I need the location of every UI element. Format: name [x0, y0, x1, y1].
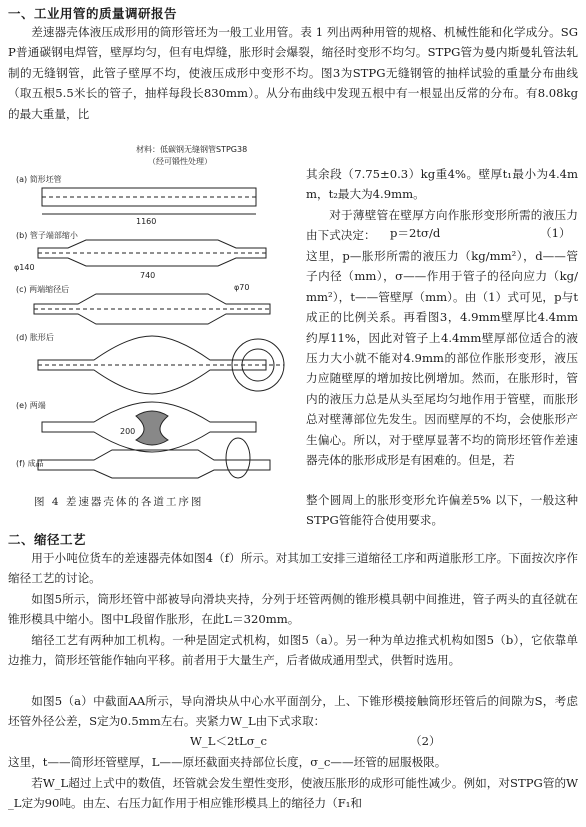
dimension-200: 200 — [120, 427, 136, 436]
stage-a-tube — [42, 188, 256, 214]
formula-2-number: （2） — [410, 734, 441, 748]
stage-e-shape — [42, 402, 256, 452]
stage-d-label: (d) 胀形后 — [16, 333, 54, 342]
figure-4-caption: 图 4 差速器壳体的各道工序图 — [34, 496, 204, 508]
stage-b-label: (b) 管子端部缩小 — [16, 231, 78, 240]
paragraph-tolerance: 整个圆周上的胀形变形允许偏差5% 以下，一般这种STPG管能符合使用要求。 — [306, 493, 578, 528]
figure-material-note-2: （经可锻性处理） — [148, 157, 212, 166]
section-heading-reduction: 二、缩径工艺 — [8, 532, 87, 547]
stage-d-bulged — [38, 336, 284, 394]
paragraph-fig5-description: 如图5所示，筒形坯管中部被导向滑块夹持，分列于坯管两侧的锥形模具朝中间推进，管子两头的直径就在锥形模具中缩小。图中L段留作胀形，在此L＝320mm。 — [8, 592, 578, 627]
paragraph-mechanisms: 缩径工艺有两种加工机构。一种是固定式机构，如图5（a）。另一种为单边推式机构如图5（b），它依靠单边推力，简形坯管能作轴向平移。前者用于大量生产，后者做成通用型式，供暂时选用。 — [8, 633, 578, 668]
formula-2: W_L＜2tLσ_c — [190, 734, 267, 748]
stage-a-label: (a) 简形坯管 — [16, 175, 62, 184]
paragraph-weight-continued: 其余段（7.75±0.3）kg重4%。壁厚t₁最小为4.4mm，t₂最大为4.9mm。 — [306, 167, 578, 202]
stage-c-tube — [34, 294, 270, 324]
figure-4-process-drawing — [8, 140, 300, 482]
formula-1-number: （1） — [540, 226, 571, 240]
paragraph-hydraulic-intro: 对于薄壁管在壁厚方向作胀形变形所需的液压力由下式决定： — [306, 208, 578, 243]
paragraph-symbol-explanation: 这里，p—胀形所需的液压力（kg/mm²），d——管子内径（mm），σ——作用于管子的径向应力（kg/mm²），t——管壁厚（mm）。由（1）式可见，p与t成正的比例关系。再看图3，4.9mm壁厚比4.4mm约厚11%，因此对管子上4.4mm壁厚部位适合的液压力大小就不能对4.9mm的部位作胀形变形，液压力应随壁厚的增加按比例增加。然而，在胀形时，管内的液压力总是从头至尾均匀地作用于管壁，而胀形总对壁薄部位先发生。因而壁厚的不均，会使胀形产生偏心。所以，对于壁厚显著不均的筒形坯管作差速器壳体的胀形成形是有困难的。但是，若 — [306, 249, 578, 468]
paragraph-formula2-symbols: 这里，t——简形坯管壁厚，L——原坯截面夹持部位长度，σ_c——坯管的屈服极限。 — [8, 755, 447, 769]
paragraph-reduction-intro: 用于小吨位货车的差速器壳体如图4（f）所示。对其加工安排三道缩径工序和两道胀形工序。下面按次序作缩径工艺的讨论。 — [8, 551, 578, 586]
paragraph-clamping: 如图5（a）中截面AA所示，导向滑块从中心水平面剖分，上、下锥形模接触筒形坯管后的间隙为S，考虑坯管外径公差，S定为0.5mm左右。夹紧力W_L由下式求取： — [8, 694, 578, 729]
process-stages-svg — [8, 140, 300, 482]
formula-1: p＝2tσ/d — [390, 226, 441, 240]
dimension-1160: 1160 — [136, 217, 157, 226]
figure-material-note: 材料：低碳钢无缝钢管STPG38 — [136, 145, 248, 154]
paragraph-pipe-quality: 差速器壳体液压成形用的筒形管坯为一般工业用管。表 1 列出两种用管的规格、机械性能和化学成分。SGP普通碳钢电焊管，壁厚均匀，但有电焊缝，胀形时会爆裂，缩径时变形不均匀。STPG管为曼内斯曼轧管法轧制的无缝钢管，此管子壁厚不均，使液压成形中变形不均。图3为STPG无缝钢管的抽样试验的重量分布曲线（取五根5.5米长的管子，抽样每段长830mm）。从分布曲线中发现五根中有一根显出反常的分布。有8.08kg的最大重量，比 — [8, 25, 578, 121]
stage-e-label: (e) 两端 — [16, 401, 46, 410]
dimension-740: 740 — [140, 271, 156, 280]
paragraph-plastic-deformation: 若W_L超过上式中的数值，坯管就会发生塑性变形，使液压胀形的成形可能性减少。例如，对STPG管的W_L定为90吨。由左、右压力缸作用于相应锥形模具上的缩径力（F₁和 — [8, 776, 578, 811]
stage-f-label: (f) 成品 — [16, 459, 44, 468]
section-heading-survey: 一、工业用管的质量调研报告 — [8, 6, 178, 21]
stage-b-tube — [38, 240, 266, 266]
stage-c-label: (c) 两端缩径后 — [16, 285, 70, 294]
dimension-phi70: φ70 — [234, 283, 250, 292]
dimension-phi140: φ140 — [14, 263, 35, 272]
